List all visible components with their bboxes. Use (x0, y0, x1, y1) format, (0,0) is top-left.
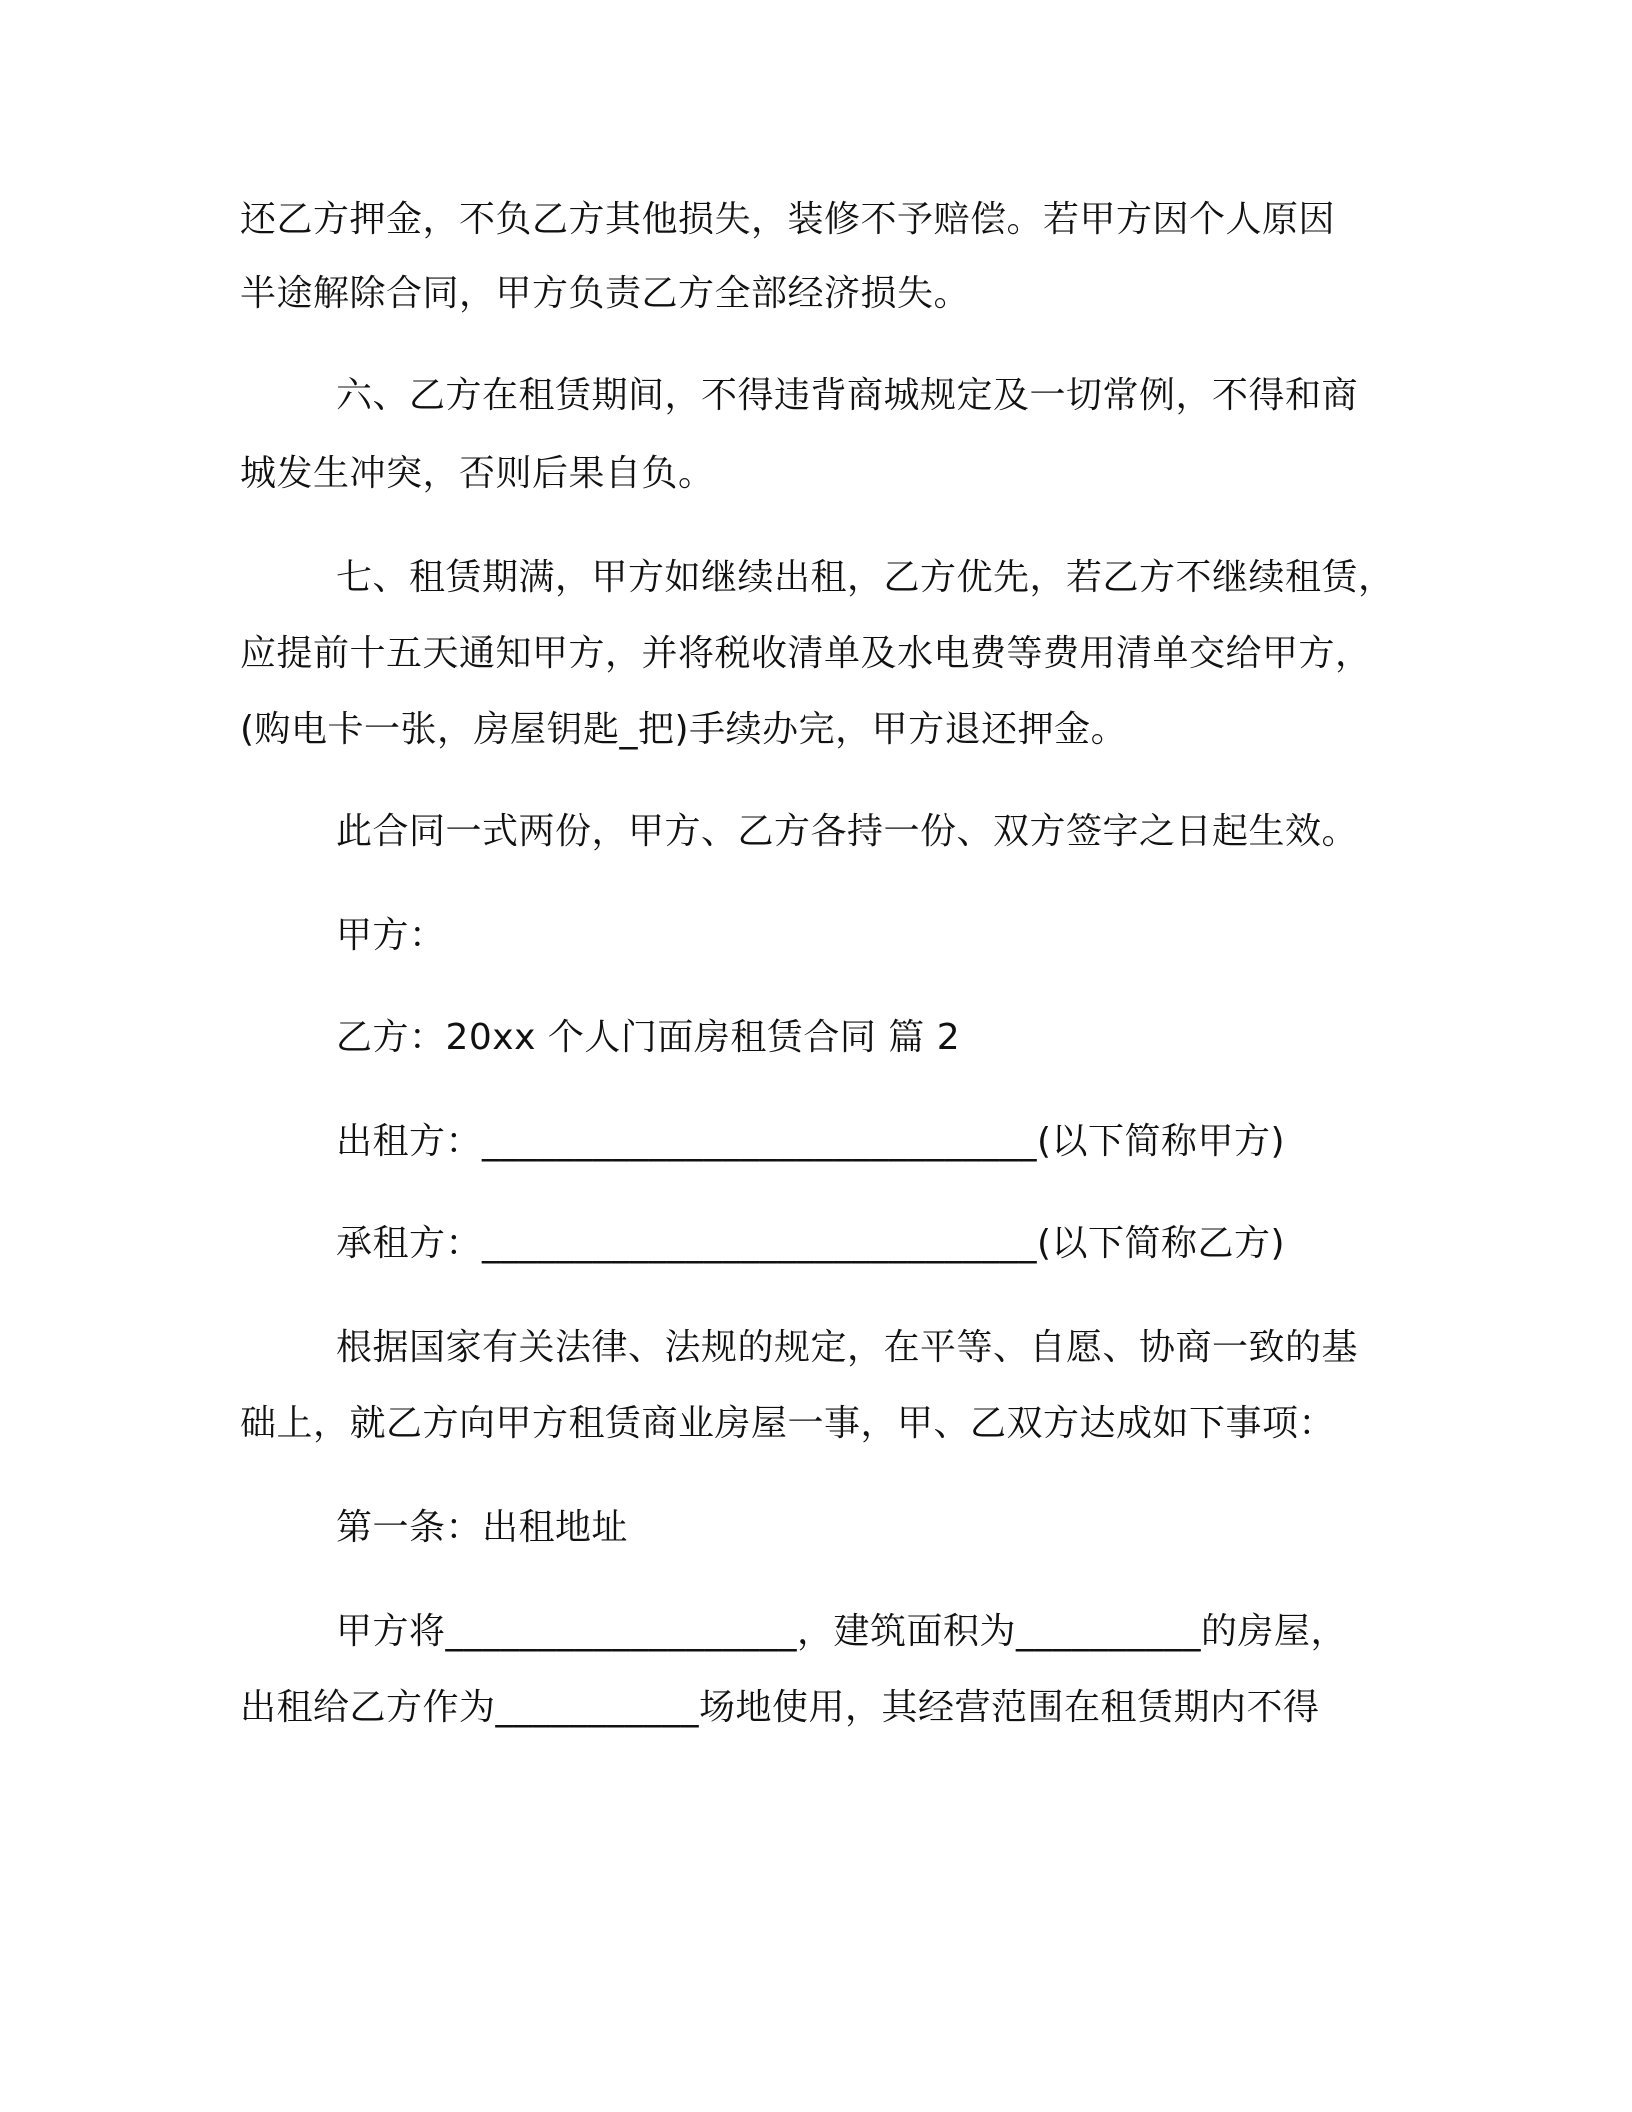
text-line: 半途解除合同，甲方负责乙方全部经济损失。 (240, 273, 971, 314)
lessor-line: 出租方：______________________________(以下简称甲方) (336, 1121, 1286, 1162)
lessee-line: 承租方：______________________________(以下简称乙方) (336, 1223, 1286, 1264)
text-line: 六、乙方在租赁期间，不得违背商城规定及一切常例，不得和商 (336, 375, 1359, 416)
article-heading: 第一条：出租地址 (336, 1507, 629, 1548)
text-line: 根据国家有关法律、法规的规定，在平等、自愿、协商一致的基 (336, 1327, 1359, 1368)
text-line: 七、租赁期满，甲方如继续出租，乙方优先，若乙方不继续租赁， (336, 557, 1395, 598)
party-b-heading: 乙方：20xx 个人门面房租赁合同 篇 2 (336, 1017, 961, 1058)
text-line: 此合同一式两份，甲方、乙方各持一份、双方签字之日起生效。 (336, 811, 1359, 852)
text-line: 出租给乙方作为___________场地使用，其经营范围在租赁期内不得 (240, 1687, 1320, 1728)
text-line: 甲方将___________________，建筑面积为__________的房屋， (336, 1611, 1348, 1652)
text-line: (购电卡一张，房屋钥匙_把)手续办完，甲方退还押金。 (240, 709, 1128, 750)
text-line: 城发生冲突，否则后果自负。 (240, 453, 715, 494)
text-line: 还乙方押金，不负乙方其他损失，装修不予赔偿。若甲方因个人原因 (240, 199, 1336, 240)
text-line: 础上，就乙方向甲方租赁商业房屋一事，甲、乙双方达成如下事项： (240, 1403, 1336, 1444)
text-line: 应提前十五天通知甲方，并将税收清单及水电费等费用清单交给甲方， (240, 633, 1372, 674)
party-a-label: 甲方： (336, 915, 446, 956)
